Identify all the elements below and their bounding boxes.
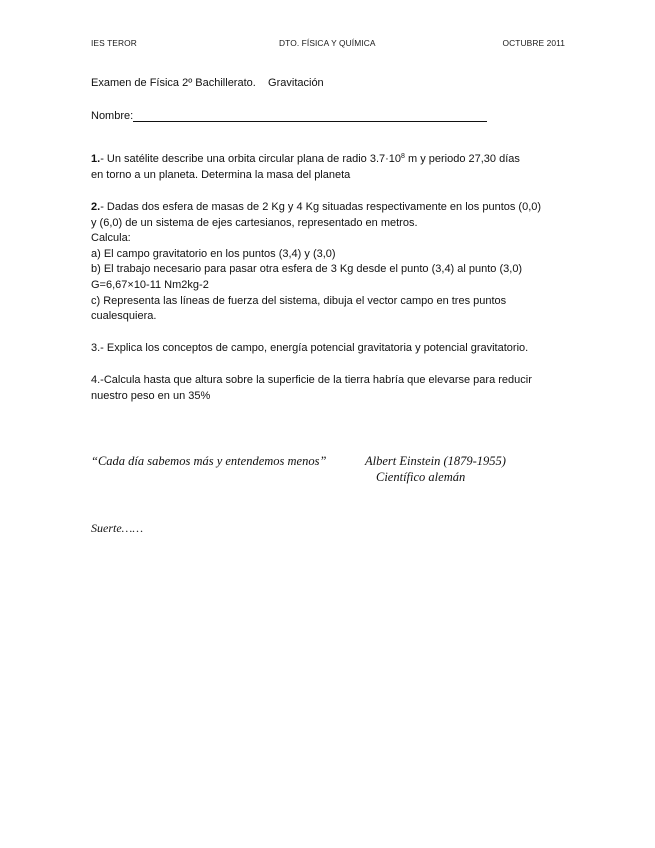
question-4-line-1: 4.-Calcula hasta que altura sobre la superficie de la tierra habría que elevarse para reducir [91, 374, 532, 386]
exam-title: Examen de Física 2º Bachillerato. Gravitación [91, 77, 324, 89]
question-2-line-8: cualesquiera. [91, 310, 157, 323]
question-2-line-3: Calcula: [91, 232, 131, 245]
quote-author-role: Científico alemán [376, 470, 466, 484]
question-3-line-1: 3.- Explica los conceptos de campo, energía potencial gravitatoria y potencial gravitatorio. [91, 342, 529, 354]
gravitational-constant: G=6,67×10-11 Nm2kg-2 [91, 278, 209, 291]
name-field [91, 110, 491, 124]
question-1-number: 1. [91, 153, 101, 165]
question-2-part-a: a) El campo gravitatorio en los puntos (3,4) y (3,0) [91, 247, 336, 260]
question-2-text: - Dadas dos esfera de masas de 2 Kg y 4 Kg situadas respectivamente en los puntos (0,0) [100, 201, 542, 213]
question-2-line-2: y (6,0) de un sistema de ejes cartesianos, representado en metros. [91, 216, 418, 229]
question-1-line-1 [91, 152, 571, 168]
exam-date: OCTUBRE 2011 [502, 38, 565, 48]
question-2 [91, 200, 571, 325]
question-4 [91, 373, 571, 404]
question-4-line-2: nuestro peso en un 35% [91, 389, 211, 402]
exponent: 8 [401, 153, 405, 160]
department-name: DTO. FÍSICA Y QUÍMICA [279, 38, 376, 48]
quote-author: Albert Einstein (1879-1955) [365, 454, 506, 468]
name-blank-line [133, 110, 487, 122]
question-2-line-1 [91, 200, 571, 216]
quote-text: “Cada día sabemos más y entendemos menos” [91, 454, 327, 468]
question-1-text-b: m y periodo 27,30 días [404, 153, 520, 165]
question-3 [91, 341, 571, 357]
name-label: Nombre: [91, 110, 134, 122]
closing-wish: Suerte…… [91, 521, 143, 535]
question-2-number: 2. [91, 201, 101, 213]
question-2-part-c: c) Representa las líneas de fuerza del sistema, dibuja el vector campo en tres puntos [91, 294, 507, 307]
question-2-part-b: b) El trabajo necesario para pasar otra esfera de 3 Kg desde el punto (3,4) al punto (3,0) [91, 263, 523, 276]
school-name: IES TEROR [91, 38, 137, 48]
question-1-line-2: en torno a un planeta. Determina la masa del planeta [91, 168, 351, 181]
question-1 [91, 152, 571, 183]
question-1-text-a: - Un satélite describe una orbita circular plana de radio 3.7·10 [100, 153, 402, 165]
page-header [91, 38, 565, 50]
